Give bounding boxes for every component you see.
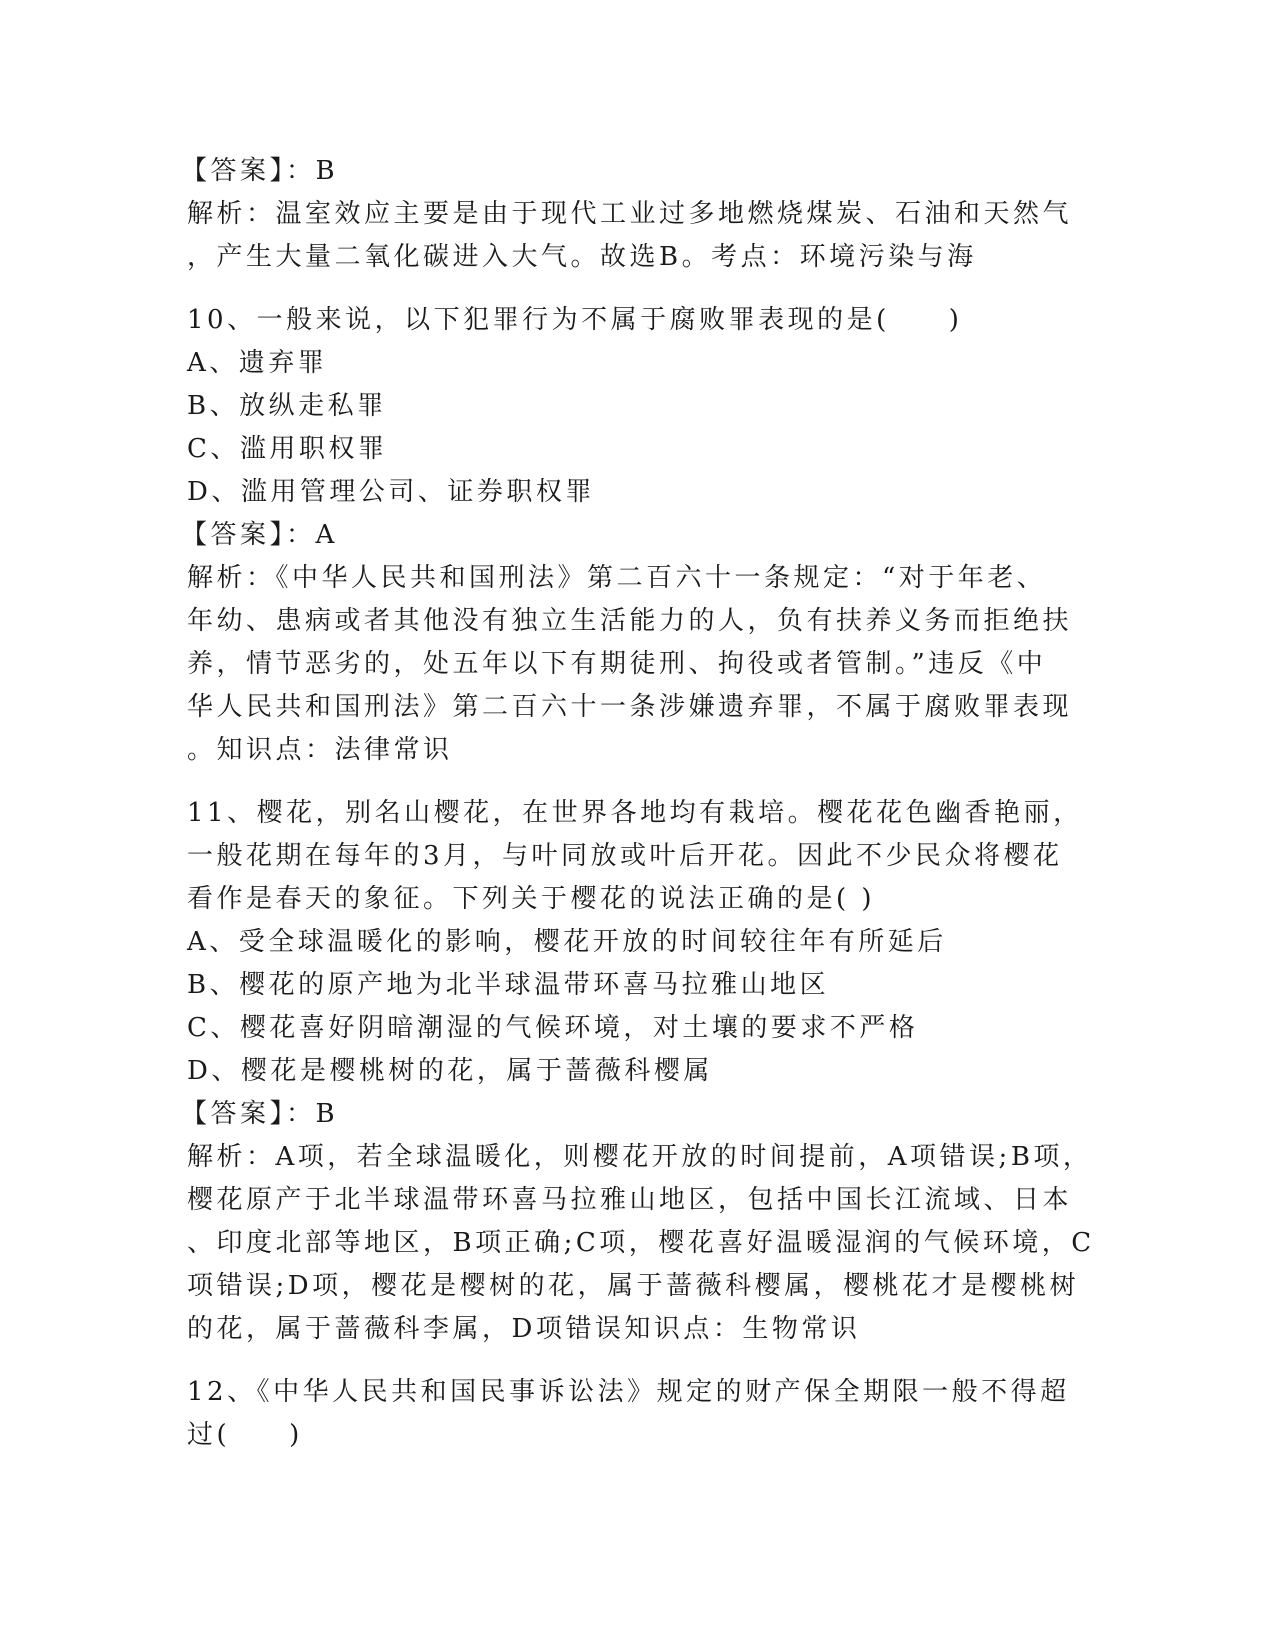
option-c: C、滥用职权罪 [187, 434, 388, 464]
analysis-line: 年幼、患病或者其他没有独立生活能力的人，负有扶养义务而拒绝扶 [187, 606, 1073, 636]
question-block-12 [187, 1371, 1070, 1457]
option-a: A、遗弃罪 [187, 348, 328, 378]
question-text: 11、樱花，别名山樱花，在世界各地均有栽培。樱花花色幽香艳丽， [187, 798, 1083, 828]
answer-label: 【答案】：B [181, 1099, 339, 1129]
option-d: D、滥用管理公司、证券职权罪 [187, 477, 595, 507]
option-d: D、樱花是樱桃树的花，属于蔷薇科樱属 [187, 1056, 713, 1086]
option-c: C、樱花喜好阴暗潮湿的气候环境，对土壤的要求不严格 [187, 1013, 919, 1043]
analysis-line: 项错误;D项，樱花是樱树的花，属于蔷薇科樱属，樱桃花才是樱桃树 [187, 1271, 1080, 1301]
analysis-line: 。知识点：法律常识 [187, 735, 453, 765]
question-block-10 [181, 299, 1073, 772]
question-text: 10、一般来说，以下犯罪行为不属于腐败罪表现的是( ) [187, 305, 963, 335]
analysis-line: 、印度北部等地区，B项正确;C项，樱花喜好温暖湿润的气候环境，C [187, 1228, 1095, 1258]
question-text: 一般花期在每年的3月，与叶同放或叶后开花。因此不少民众将樱花 [187, 841, 1063, 871]
analysis-line: 的花，属于蔷薇科李属，D项错误知识点：生物常识 [187, 1314, 861, 1344]
analysis-line: 解析：A项，若全球温暖化，则樱花开放的时间提前，A项错误;B项， [187, 1142, 1093, 1172]
analysis-line: 解析：温室效应主要是由于现代工业过多地燃烧煤炭、石油和天然气 [187, 199, 1073, 229]
option-b: B、放纵走私罪 [187, 391, 387, 421]
question-text: 12、《中华人民共和国民事诉讼法》规定的财产保全期限一般不得超 [187, 1377, 1070, 1407]
analysis-line: 华人民共和国刑法》第二百六十一条涉嫌遗弃罪，不属于腐败罪表现 [187, 692, 1073, 722]
question-text: 过( ) [187, 1420, 303, 1450]
analysis-line: 樱花原产于北半球温带环喜马拉雅山地区，包括中国长江流域、日本 [187, 1185, 1073, 1215]
answer-label: 【答案】：B [181, 156, 339, 186]
answer-label: 【答案】：A [181, 520, 338, 550]
question-block-11 [181, 792, 1095, 1351]
analysis-line: ，产生大量二氧化碳进入大气。故选B。考点：环境污染与海 [187, 242, 977, 272]
document-content [181, 150, 1095, 1457]
analysis-line: 养，情节恶劣的，处五年以下有期徒刑、拘役或者管制。”违反《中 [187, 649, 1047, 679]
answer-block-9 [181, 150, 1073, 279]
option-a: A、受全球温暖化的影响，樱花开放的时间较往年有所延后 [187, 927, 947, 957]
question-text: 看作是春天的象征。下列关于樱花的说法正确的是( ) [187, 884, 876, 914]
option-b: B、樱花的原产地为北半球温带环喜马拉雅山地区 [187, 970, 830, 1000]
analysis-line: 解析：《中华人民共和国刑法》第二百六十一条规定：“对于年老、 [187, 563, 1047, 593]
